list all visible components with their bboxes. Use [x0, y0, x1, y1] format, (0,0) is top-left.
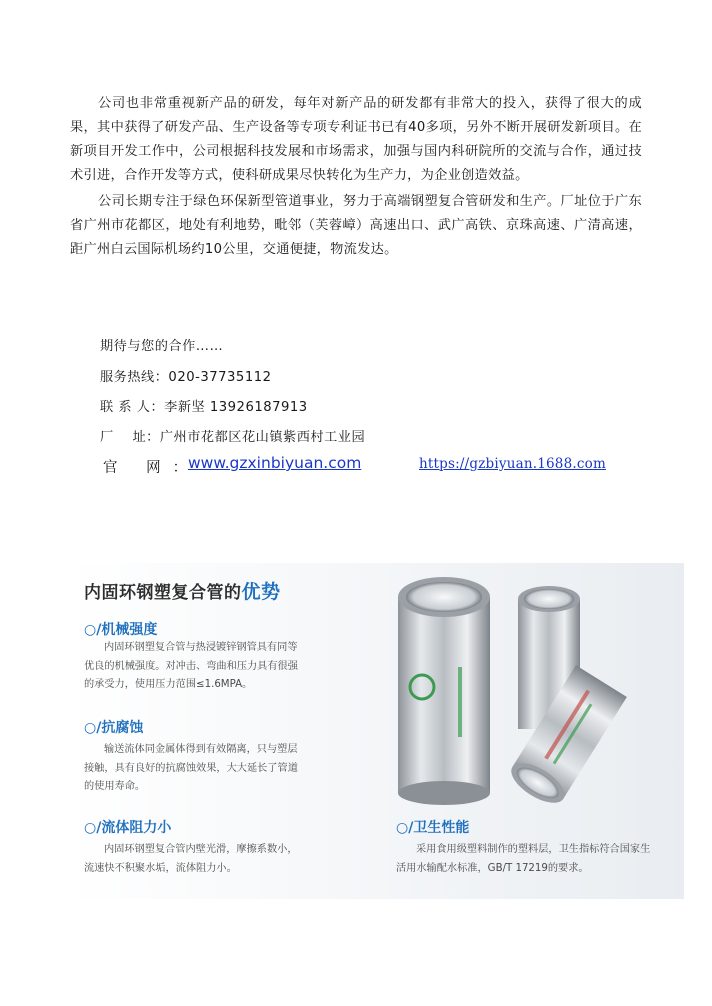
feature-heading-fluid-resistance: ○/流体阻力小 — [84, 820, 172, 836]
intro-paragraph-1: 公司也非常重视新产品的研发，每年对新产品的研发都有非常大的投入，获得了很大的成果，其中获得了研发产品、生产设备等专项专利证书已有40多项，另外不断开展研发新项目。在新项目开发工作中，公司根据科技发展和市场需求，加强与国内科研院所的交流与合作，通过技术引进，合作开发等方式，使科研成果尽快转化为生产力，为企业创造效益。 — [70, 96, 642, 183]
website-row — [103, 454, 643, 478]
banner-title — [84, 577, 281, 604]
contact-person: 联 系 人：李新坚 13926187913 — [100, 400, 308, 415]
website-link-primary[interactable]: www.gzxinbiyuan.com — [188, 454, 362, 472]
feature-body-fluid-resistance: 内固环钢塑复合管内壁光滑，摩擦系数小，流速快不积聚水垢，流体阻力小。 — [84, 844, 298, 874]
pipes-image — [384, 569, 644, 809]
feature-heading-mechanical-strength: ○/机械强度 — [84, 622, 158, 638]
website-link-1688[interactable]: https://gzbiyuan.1688.com — [419, 456, 606, 472]
feature-body-mechanical-strength: 内固环钢塑复合管与热浸镀锌钢管具有同等优良的机械强度。对冲击、弯曲和压力具有很强的承受力，使用压力范围≤1.6MPA。 — [84, 642, 298, 690]
intro-paragraph-2: 公司长期专注于绿色环保新型管道事业，努力于高端钢塑复合管研发和生产。厂址位于广东省广州市花都区，地处有利地势，毗邻（芙蓉嶂）高速出口、武广高铁、京珠高速、广清高速，距广州白云国际机场约10公里，交通便捷，物流发达。 — [70, 194, 642, 257]
banner-title-highlight: 优势 — [241, 581, 281, 603]
feature-body-hygiene: 采用食用级塑料制作的塑料层，卫生指标符合国家生活用水输配水标准，GB/T 17219的要求。 — [396, 844, 651, 874]
feature-heading-corrosion: ○/抗腐蚀 — [84, 720, 144, 736]
feature-heading-hygiene: ○/卫生性能 — [396, 820, 470, 836]
feature-body-corrosion: 输送流体同金属体得到有效隔离，只与塑层接触，具有良好的抗腐蚀效果，大大延长了管道的使用寿命。 — [84, 744, 298, 792]
website-label: 官 网： — [103, 460, 200, 476]
advantages-banner — [64, 563, 684, 899]
factory-address: 厂 址：广州市花都区花山镇紫西村工业园 — [100, 430, 366, 445]
service-hotline: 服务热线：020-37735112 — [100, 370, 272, 385]
banner-title-main: 内固环钢塑复合管的 — [84, 583, 242, 603]
intro-section — [70, 92, 642, 262]
closing-line: 期待与您的合作…… — [100, 339, 224, 354]
